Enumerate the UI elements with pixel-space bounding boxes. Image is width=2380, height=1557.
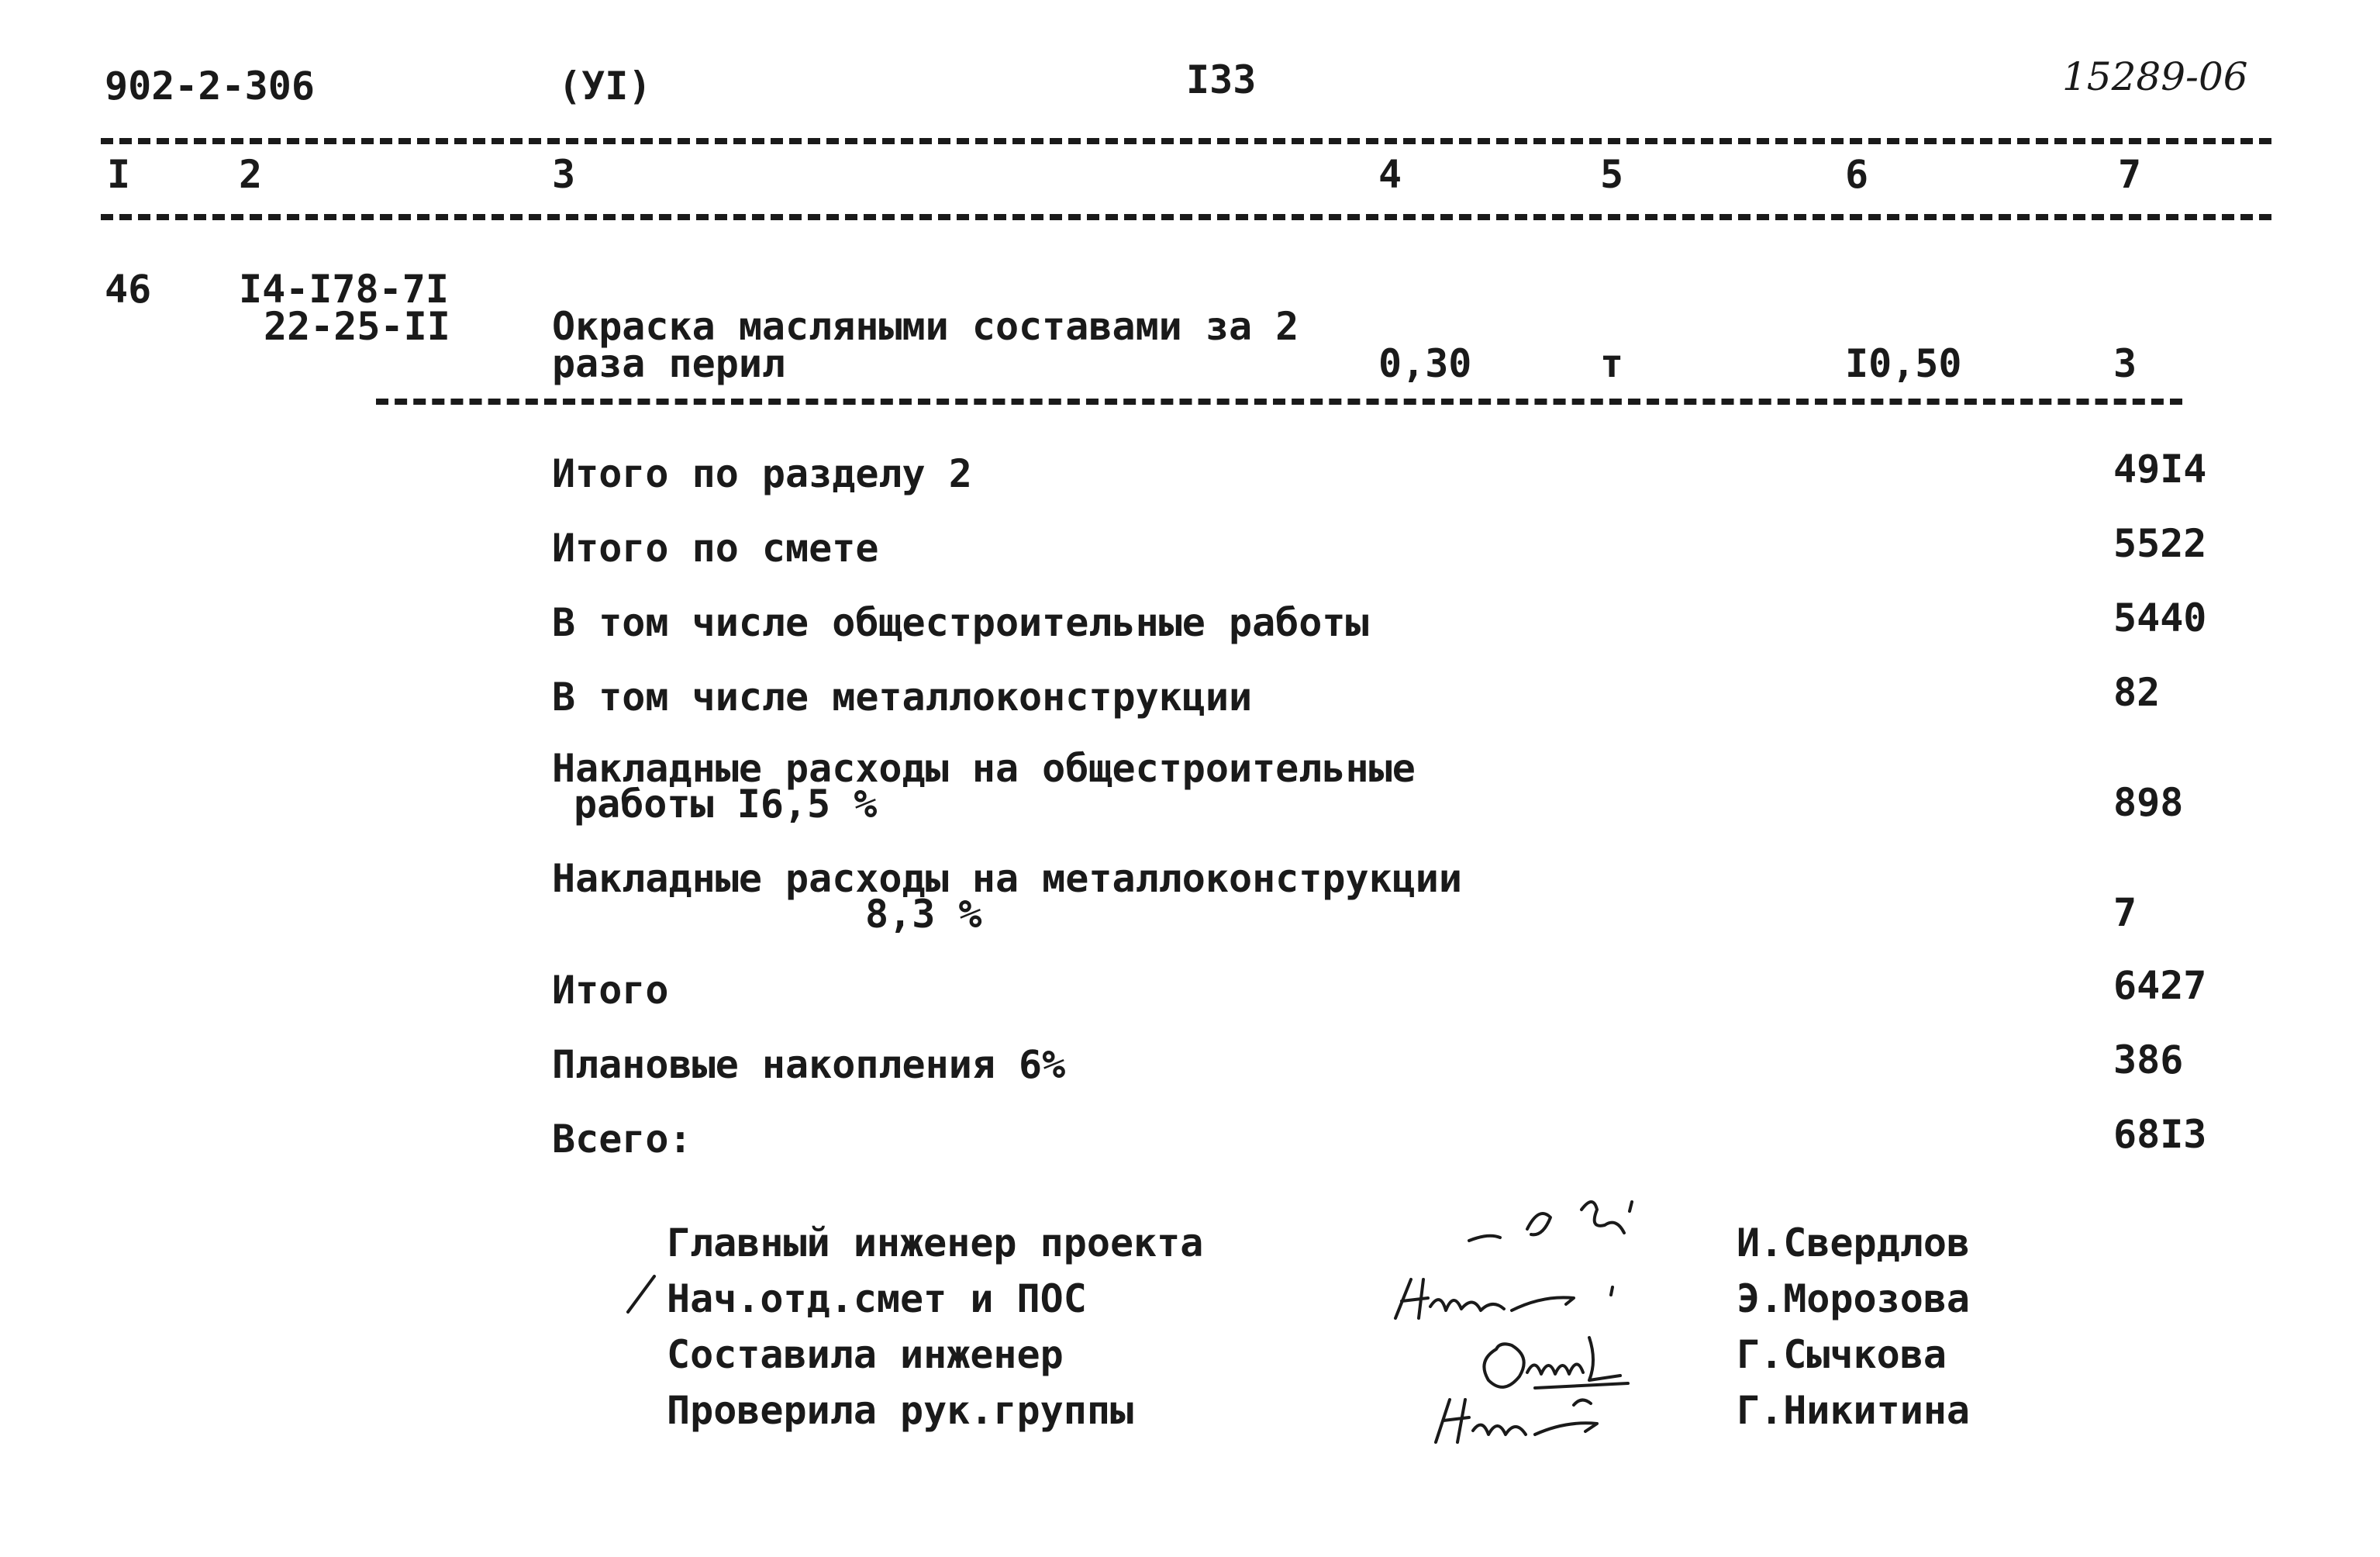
page-number: I33 — [1186, 57, 1257, 102]
signer-name-head-dept: Э.Морозова — [1737, 1276, 1971, 1321]
col-header-1: I — [107, 152, 131, 197]
row-code-1: I4-I78-7I — [239, 267, 449, 312]
summary-value-subtotal: 6427 — [2113, 963, 2207, 1008]
col-header-3: 3 — [552, 152, 576, 197]
signature-chief-engineer — [1465, 1186, 1659, 1256]
row-price: I0,50 — [1845, 341, 1962, 386]
col-header-7: 7 — [2118, 152, 2142, 197]
album-number: (УI) — [558, 64, 652, 109]
archive-number: 15289-06 — [2062, 54, 2248, 99]
summary-value-overhead-general: 898 — [2113, 780, 2184, 825]
summary-label-overhead-metal-1: Накладные расходы на металлоконструкции — [552, 856, 1462, 901]
signer-name-compiler: Г.Сычкова — [1737, 1332, 1947, 1377]
row-code-2: 22-25-II — [264, 304, 450, 349]
margin-tick-mark — [620, 1272, 659, 1318]
summary-label-planned-savings: Плановые накопления 6% — [552, 1042, 1066, 1087]
col-header-2: 2 — [239, 152, 263, 197]
col-header-5: 5 — [1600, 152, 1624, 197]
summary-label-general-works: В том числе общестроительные работы — [552, 600, 1369, 645]
header-bottom-rule — [101, 214, 2271, 220]
summary-label-subtotal: Итого — [552, 968, 669, 1013]
summary-label-overhead-general-1: Накладные расходы на общестроительные — [552, 746, 1416, 791]
signature-checker — [1426, 1372, 1644, 1450]
row-total: 3 — [2113, 341, 2137, 386]
summary-label-metal: В том числе металлоконструкции — [552, 675, 1253, 720]
summary-value-grand-total: 68I3 — [2113, 1112, 2207, 1157]
signer-role-head-dept: Нач.отд.смет и ПОС — [667, 1276, 1087, 1321]
row-bottom-rule — [376, 399, 2182, 405]
summary-value-planned-savings: 386 — [2113, 1037, 2184, 1082]
summary-value-general-works: 5440 — [2113, 596, 2207, 640]
row-description-2: раза перил — [552, 341, 786, 386]
doc-code: 902-2-306 — [105, 64, 315, 109]
row-unit: т — [1600, 341, 1624, 386]
header-top-rule — [101, 138, 2271, 144]
signer-name-checker: Г.Никитина — [1737, 1388, 1971, 1433]
signer-name-chief-engineer: И.Свердлов — [1737, 1220, 1971, 1265]
summary-label-estimate: Итого по смете — [552, 526, 879, 571]
col-header-6: 6 — [1845, 152, 1869, 197]
row-quantity: 0,30 — [1378, 341, 1472, 386]
col-header-4: 4 — [1378, 152, 1402, 197]
summary-value-section2: 49I4 — [2113, 447, 2207, 492]
summary-label-overhead-general-2: работы I6,5 % — [574, 782, 878, 827]
signer-role-checker: Проверила рук.группы — [667, 1388, 1134, 1433]
summary-label-overhead-metal-2: 8,3 % — [865, 892, 982, 937]
summary-value-estimate: 5522 — [2113, 521, 2207, 566]
signer-role-chief-engineer: Главный инженер проекта — [667, 1220, 1204, 1265]
row-number: 46 — [105, 267, 152, 312]
summary-label-grand-total: Всего: — [552, 1117, 692, 1162]
summary-value-overhead-metal: 7 — [2113, 890, 2137, 935]
summary-value-metal: 82 — [2113, 670, 2161, 715]
row-description-1: Окраска масляными составами за 2 — [552, 304, 1299, 349]
summary-label-section2: Итого по разделу 2 — [552, 451, 972, 496]
signature-head-dept — [1388, 1264, 1636, 1326]
signer-role-compiler: Составила инженер — [667, 1332, 1064, 1377]
